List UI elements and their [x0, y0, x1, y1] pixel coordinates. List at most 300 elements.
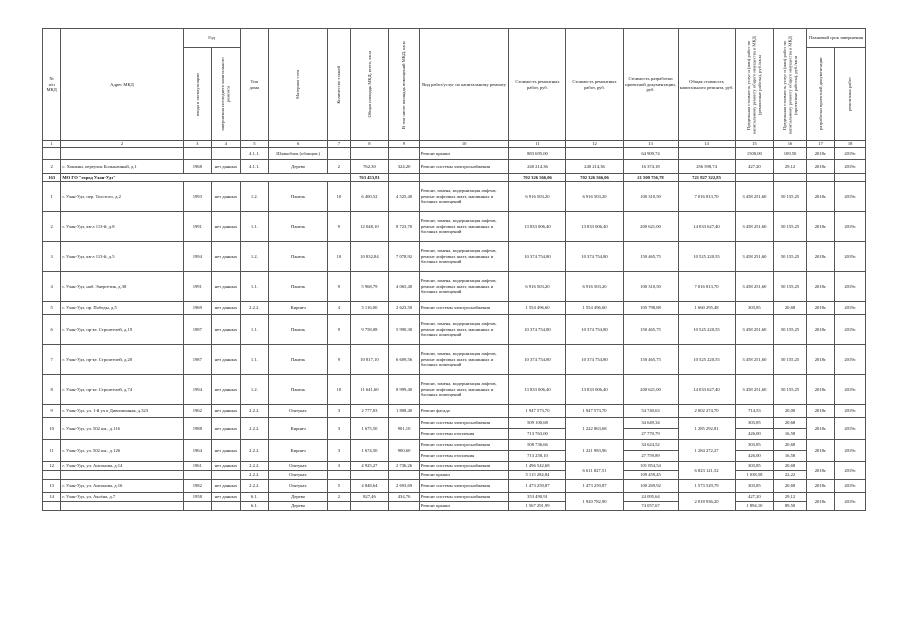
cell-limit: 3 458 251,60 [735, 345, 774, 375]
cell-plan-design: 2018г. [806, 440, 835, 462]
col-number: 16 [774, 141, 807, 148]
header-floors: Количество этажей [328, 29, 350, 141]
col-number: 12 [566, 141, 623, 148]
cell-last-repair: нет данных [212, 212, 241, 242]
cell-cost2: 6 916 503,20 [566, 272, 623, 302]
cell-limit: 1 894,10 [735, 502, 774, 511]
table-row [43, 493, 866, 502]
cell-premises: 4 065,40 [389, 272, 420, 302]
cell-cost: 509 100,68 [509, 418, 566, 429]
cell-floors: 9 [328, 315, 350, 345]
cell-year: 1982 [183, 480, 212, 493]
col-number: 8 [350, 141, 389, 148]
cell-floors: 3 [328, 462, 350, 471]
cell-number: 13 [43, 480, 61, 493]
cell-year: 1962 [183, 405, 212, 418]
cell-number: 2 [43, 212, 61, 242]
cell-cost: 10 374 754,80 [509, 315, 566, 345]
cell-last-repair: нет данных [212, 493, 241, 502]
column-number-row [43, 141, 866, 148]
cell-address: г. Улан-Удэ, ул. 502 км., д.116 [61, 418, 183, 440]
cell [678, 148, 735, 160]
cell-premises: 1 808,40 [389, 405, 420, 418]
cell-total: 1 285 292,81 [678, 418, 735, 440]
cell-wall: Панель [269, 375, 328, 405]
cell-area: 2 777,03 [350, 405, 389, 418]
cell [350, 502, 389, 511]
cell-last-repair: нет данных [212, 272, 241, 302]
cell-cost: 13 833 006,40 [509, 375, 566, 405]
cell [43, 471, 61, 480]
cell-number: 12 [43, 462, 61, 471]
cell-area: 9 758,08 [350, 315, 389, 345]
repair-register-sheet [42, 28, 866, 511]
cell-last-repair: нет данных [212, 480, 241, 493]
col-number: 14 [678, 141, 735, 148]
cell-work: Ремонт, замена, модернизация лифтов, ремонт лифтовых шахт, машинных и блочных помещений [419, 272, 509, 302]
cell-cost: 1 496 542,68 [509, 462, 566, 471]
total-row [43, 174, 866, 182]
header-wall-material: Материал стен [269, 29, 328, 141]
cell-limit: 3 458 251,60 [735, 375, 774, 405]
table-row [43, 315, 866, 345]
cell-house-type: 4.1.1. [240, 148, 269, 160]
cell-design: 150 465,75 [623, 345, 678, 375]
cell-last-repair: нет данных [212, 405, 241, 418]
cell-work: Ремонт системы отопления [419, 451, 509, 462]
cell-design: 27 770,79 [623, 429, 678, 440]
cell-work: Ремонт системы электроснабжения [419, 462, 509, 471]
cell-address: г. Улан-Удэ, кв-л 113-й, д.5 [61, 242, 183, 272]
cell-plan-repair: 2019г. [835, 272, 866, 302]
cell-work: Ремонт системы электроснабжения [419, 418, 509, 429]
cell-work: Ремонт системы электроснабжения [419, 160, 509, 174]
cell-area: 5 968,79 [350, 272, 389, 302]
header-premises-area: В том числе площадь помещений МКД, кв.м [389, 29, 420, 141]
cell-floors: 3 [328, 405, 350, 418]
cell-floors: 9 [328, 345, 350, 375]
cell-year: 1993 [183, 182, 212, 212]
col-number: 15 [735, 141, 774, 148]
cell-limit-design: 20,68 [774, 462, 807, 471]
cell-plan-repair: 2019г. [835, 148, 866, 160]
cell [61, 148, 183, 160]
total-sum: 721 827 322,85 [678, 174, 735, 182]
cell-limit: 303,85 [735, 480, 774, 493]
cell [735, 174, 774, 182]
table-row [43, 480, 866, 493]
cell-number: 8 [43, 375, 61, 405]
cell-wall: Оштукат. [269, 405, 328, 418]
cell-house-type: 1.1. [240, 212, 269, 242]
cell-house-type: 2.2.2. [240, 480, 269, 493]
cell-plan-repair: 2019г. [835, 212, 866, 242]
cell-cost: 1 473 259,87 [509, 480, 566, 493]
cell-address: г. Улан-Удэ, ул. 502 км., д.126 [61, 440, 183, 462]
cell-house-type: 2.2.2. [240, 462, 269, 471]
cell-wall: Панель [269, 272, 328, 302]
table-body [43, 141, 866, 511]
cell-floors: 10 [328, 375, 350, 405]
capital-repair-table [42, 28, 866, 511]
header-address: Адрес МКД [61, 29, 183, 141]
cell-cost: 5 115 284,84 [509, 471, 566, 480]
cell-plan-design: 2018г. [806, 212, 835, 242]
cell-address: г. Улан-Удэ, пер. Толстого, д.2 [61, 182, 183, 212]
cell-year: 1991 [183, 212, 212, 242]
col-number: 11 [509, 141, 566, 148]
cell [419, 174, 509, 182]
cell-cost: 240 214,36 [509, 160, 566, 174]
cell-floors: 9 [328, 212, 350, 242]
cell-area: 1 675,50 [350, 418, 389, 440]
cell-limit: 1 038,58 [735, 471, 774, 480]
cell [61, 502, 183, 511]
header-plan-repair: ремонтных работ [835, 48, 866, 141]
table-row [43, 272, 866, 302]
cell-last-repair: нет данных [212, 160, 241, 174]
cell-cost: 13 833 006,40 [509, 212, 566, 242]
cell-total: 1 284 272,27 [678, 440, 735, 462]
cell [328, 148, 350, 160]
col-number: 2 [61, 141, 183, 148]
header-house-type: Тип дома [240, 29, 269, 141]
cell [212, 148, 241, 160]
cell-plan-design: 2018г. [806, 345, 835, 375]
cell-limit-design: 20,68 [774, 440, 807, 451]
cell-wall: Панель [269, 182, 328, 212]
cell-cost2: 13 833 006,40 [566, 375, 623, 405]
cell-limit-design: 50 155,25 [774, 375, 807, 405]
header-number: № п/п МКД [43, 29, 61, 141]
cell-cost: 1 567 291,99 [509, 502, 566, 511]
header-total-cost: Общая стоимость капитального ремонта, руб. [678, 29, 735, 141]
cell-address: г. Улан-Удэ, ул. Антонова, д.16 [61, 480, 183, 493]
col-number: 3 [183, 141, 212, 148]
cell-plan-design: 2018г. [806, 242, 835, 272]
cell-wall: Кирпич [269, 302, 328, 315]
cell-work: Ремонт системы электроснабжения [419, 302, 509, 315]
table-row-sub [43, 502, 866, 511]
cell-number: 10 [43, 418, 61, 440]
cell-premises: 900,60 [389, 440, 420, 462]
cell-wall: Кирпич [269, 418, 328, 440]
cell-limit: 303,85 [735, 418, 774, 429]
cell-year: 1961 [183, 462, 212, 471]
cell-number: 9 [43, 405, 61, 418]
table-header [43, 29, 866, 141]
total-cost2: 702 326 566,06 [566, 174, 623, 182]
cell-cost: 10 374 754,80 [509, 345, 566, 375]
header-design-cost: Стоимость разработки проектной документации, руб. [623, 29, 678, 141]
cell-design: 105 798,88 [623, 302, 678, 315]
cell-cost2: 13 833 006,40 [566, 212, 623, 242]
cell-area: 10 817,10 [350, 345, 389, 375]
cell-plan-design: 2018г. [806, 418, 835, 440]
cell-address: г. Улан-Удэ, ул. Антонова, д.14 [61, 462, 183, 471]
cell-number: 1 [43, 182, 61, 212]
cell-last-repair: нет данных [212, 302, 241, 315]
cell-year: 1994 [183, 242, 212, 272]
cell-plan-design: 2018г. [806, 148, 835, 160]
cell-work: Ремонт системы отопления [419, 429, 509, 440]
cell-limit: 426,00 [735, 451, 774, 462]
cell-number: 6 [43, 315, 61, 345]
cell-area: 5 116,00 [350, 302, 389, 315]
cell-premises: 2 623,50 [389, 302, 420, 315]
cell-area: 12 048,10 [350, 212, 389, 242]
cell [774, 174, 807, 182]
cell-limit: 427,20 [735, 493, 774, 502]
cell-wall: Дерево [269, 493, 328, 502]
cell-limit-design: 16,58 [774, 429, 807, 440]
cell-last-repair: нет данных [212, 462, 241, 471]
cell-address: с. Хошкин, переулок Большачный, д.1 [61, 160, 183, 174]
cell [328, 471, 350, 480]
cell-year: 1988 [183, 418, 212, 440]
cell [183, 148, 212, 160]
cell [212, 502, 241, 511]
cell-premises: 4 525,40 [389, 182, 420, 212]
table-row [43, 375, 866, 405]
cell-year: 1991 [183, 272, 212, 302]
cell-last-repair: нет данных [212, 315, 241, 345]
header-work-type: Вид работ/услуг по капитальному ремонту [419, 29, 509, 141]
cell-design: 54 740,63 [623, 405, 678, 418]
cell-plan-repair: 2019г. [835, 242, 866, 272]
table-row [43, 405, 866, 418]
cell-year: 1987 [183, 345, 212, 375]
cell-design: 200 621,00 [623, 212, 678, 242]
cell-work: Ремонт крыши [419, 148, 509, 160]
cell-cost2: 240 214,36 [566, 160, 623, 174]
cell-cost2: 10 374 754,80 [566, 242, 623, 272]
cell [389, 502, 420, 511]
cell-design: 150 465,75 [623, 242, 678, 272]
cell-floors: 10 [328, 182, 350, 212]
cell-premises: 8 723,70 [389, 212, 420, 242]
cell-total: 10 525 220,55 [678, 315, 735, 345]
cell-plan-repair: 2019г. [835, 375, 866, 405]
cell-limit-design: 50 155,25 [774, 345, 807, 375]
cell-house-type: 2.2.2. [240, 418, 269, 440]
cell-plan-design: 2018г. [806, 160, 835, 174]
col-number: 7 [328, 141, 350, 148]
cell [212, 471, 241, 480]
cell-wall: Дерево [269, 502, 328, 511]
cell-plan-repair: 2019г. [835, 345, 866, 375]
cell-cost: 353 490,91 [509, 493, 566, 502]
cell-premises: 2 736,26 [389, 462, 420, 471]
total-design: 21 500 756,78 [623, 174, 678, 182]
cell [350, 471, 389, 480]
cell-plan-repair: 2019г. [835, 302, 866, 315]
table-row [43, 462, 866, 471]
header-repair-cost: Стоимость ремонтных работ, руб. [509, 29, 566, 141]
cell-house-type: 1.2. [240, 375, 269, 405]
cell-limit-design: 16,58 [774, 451, 807, 462]
cell-total: 10 525 220,55 [678, 345, 735, 375]
cell-design: 24 095,64 [623, 493, 678, 502]
col-number: 6 [269, 141, 328, 148]
cell-floors: 3 [328, 440, 350, 462]
header-year-group: Год [183, 29, 240, 48]
cell-total: 14 033 627,40 [678, 212, 735, 242]
cell-wall: Оштукат. [269, 480, 328, 493]
cell-work: Ремонт фасада [419, 405, 509, 418]
cell-design: 100 310,50 [623, 272, 678, 302]
cell-plan-design: 2018г. [806, 480, 835, 493]
cell-total: 10 525 220,55 [678, 242, 735, 272]
cell-last-repair: нет данных [212, 242, 241, 272]
cell-address: г. Улан-Удэ, пр-кт. Строителей, д.74 [61, 375, 183, 405]
cell [389, 471, 420, 480]
cell-cost2: 10 374 754,80 [566, 345, 623, 375]
cell-limit-design: 20,68 [774, 480, 807, 493]
cell-area: 10 832,84 [350, 242, 389, 272]
cell-work: Ремонт, замена, модернизация лифтов, ремонт лифтовых шахт, машинных и блочных помещений [419, 212, 509, 242]
cell-plan-repair: 2019г. [835, 182, 866, 212]
header-plan-design: разработки проектной документации [806, 48, 835, 141]
cell-floors: 2 [328, 493, 350, 502]
cell-plan-design: 2018г. [806, 182, 835, 212]
cell-cost: 1 554 496,60 [509, 302, 566, 315]
cell-premises: 5 990,30 [389, 315, 420, 345]
col-number: 17 [806, 141, 835, 148]
cell-area: 827,46 [350, 493, 389, 502]
table-row [43, 242, 866, 272]
cell-address: г. Улан-Удэ, ул. 1-й уч к Дивизионная, д.323 [61, 405, 183, 418]
cell-premises: 2 693,69 [389, 480, 420, 493]
col-number: 18 [835, 141, 866, 148]
cell-address: г. Улан-Удэ, ул. Аксёна, д.7 [61, 493, 183, 502]
cell-premises: 8 999,40 [389, 375, 420, 405]
cell-plan-repair: 2019г. [835, 493, 866, 511]
cell-limit: 714,53 [735, 405, 774, 418]
cell-cost: 883 695,00 [509, 148, 566, 160]
cell-design: 200 621,00 [623, 375, 678, 405]
cell-design: 101 854,54 [623, 462, 678, 471]
cell-limit: 1500,00 [735, 148, 774, 160]
cell-plan-repair: 2019г. [835, 480, 866, 493]
cell-area: 11 641,60 [350, 375, 389, 405]
header-total-area: Общая площадь МКД, всего, кв.м [350, 29, 389, 141]
cell-limit: 3 458 251,60 [735, 315, 774, 345]
header-commissioning-year: ввода в эксплуатацию [183, 48, 212, 141]
cell-premises: 6 609,56 [389, 345, 420, 375]
cell [43, 502, 61, 511]
cell-number: 14 [43, 493, 61, 502]
cell-limit: 3 458 251,60 [735, 212, 774, 242]
total-count: 163 [43, 174, 61, 182]
cell-design: 109 459,45 [623, 471, 678, 480]
cell-number: 11 [43, 440, 61, 462]
cell-limit: 3 458 251,60 [735, 242, 774, 272]
cell-area: 1 674,50 [350, 440, 389, 462]
cell-work: Ремонт крыши [419, 502, 509, 511]
table-row [43, 212, 866, 242]
cell-number: 2 [43, 160, 61, 174]
cell [566, 148, 623, 160]
cell-cost: 1 947 573,70 [509, 405, 566, 418]
cell-work: Ремонт, замена, модернизация лифтов, ремонт лифтовых шахт, машинных и блочных помещений [419, 375, 509, 405]
cell-cost2: 1 473 259,87 [566, 480, 623, 493]
cell-cost2: 10 374 754,80 [566, 315, 623, 345]
cell-plan-repair: 2019г. [835, 315, 866, 345]
cell-area: 6 400,52 [350, 182, 389, 212]
header-limit-design: Предельная стоимость услуг и (или) работ по капитальному ремонту общего имущества в МКД (проектные работы), руб./кв.м [774, 29, 807, 141]
cell-design: 34 649,34 [623, 418, 678, 429]
cell-wall: Оштукат. [269, 471, 328, 480]
cell-year: 1994 [183, 375, 212, 405]
cell-work: Ремонт крыши [419, 471, 509, 480]
cell-design: 16 374,18 [623, 160, 678, 174]
cell-limit-design: 29,12 [774, 160, 807, 174]
cell-house-type: 1.2. [240, 242, 269, 272]
table-row [43, 440, 866, 451]
cell-cost: 6 916 503,20 [509, 182, 566, 212]
cell-number: 5 [43, 302, 61, 315]
cell-plan-repair: 2019г. [835, 440, 866, 462]
header-last-repair-year: завершения последнего капитального ремонта [212, 48, 241, 141]
cell-cost2: 6 611 827,51 [566, 462, 623, 480]
cell-cost: 713 763,00 [509, 429, 566, 440]
col-number: 1 [43, 141, 61, 148]
cell-year: 1964 [183, 440, 212, 462]
table-row [43, 302, 866, 315]
cell-limit-design: 109,50 [774, 148, 807, 160]
cell-premises: 324,20 [389, 160, 420, 174]
cell-cost2: 1 221 983,96 [566, 440, 623, 462]
cell-cost2: 1 947 573,70 [566, 405, 623, 418]
cell-design: 150 465,75 [623, 315, 678, 345]
cell-cost2: 1 222 863,68 [566, 418, 623, 440]
cell-work: Ремонт, замена, модернизация лифтов, ремонт лифтовых шахт, машинных и блочных помещений [419, 182, 509, 212]
cell [835, 174, 866, 182]
cell-total: 7 016 813,70 [678, 272, 735, 302]
cell-plan-repair: 2019г. [835, 405, 866, 418]
cell-number: 7 [43, 345, 61, 375]
cell-area: 762,30 [350, 160, 389, 174]
cell-house-type: 1.1. [240, 272, 269, 302]
cell-floors: 9 [328, 272, 350, 302]
cell-house-type: 2.2.2. [240, 405, 269, 418]
cell-address: г. Улан-Удэ, пр. Победы, д.5 [61, 302, 183, 315]
cell-number: 4 [43, 272, 61, 302]
cell-year: 1958 [183, 493, 212, 502]
cell-floors: 10 [328, 242, 350, 272]
cell [350, 148, 389, 160]
cell-area: 4 848,64 [350, 480, 389, 493]
cell-number: 3 [43, 242, 61, 272]
total-cost: 702 326 566,06 [509, 174, 566, 182]
cell-work: Ремонт, замена, модернизация лифтов, ремонт лифтовых шахт, машинных и блочных помещений [419, 345, 509, 375]
cell-house-type: 6.1. [240, 502, 269, 511]
cell [806, 174, 835, 182]
cell-plan-repair: 2019г. [835, 160, 866, 174]
cell-limit-design: 50 155,25 [774, 182, 807, 212]
cell-floors: 4 [328, 302, 350, 315]
cell-year: 1968 [183, 160, 212, 174]
col-number: 13 [623, 141, 678, 148]
total-label: МО ГО "город Улан-Удэ" [61, 174, 350, 182]
col-number: 4 [212, 141, 241, 148]
cell-design: 27 759,89 [623, 451, 678, 462]
cell-limit-design: 29,12 [774, 493, 807, 502]
table-row [43, 182, 866, 212]
cell-address: г. Улан-Удэ, кв-л 113-й, д.8 [61, 212, 183, 242]
cell-work: Ремонт системы электроснабжения [419, 480, 509, 493]
